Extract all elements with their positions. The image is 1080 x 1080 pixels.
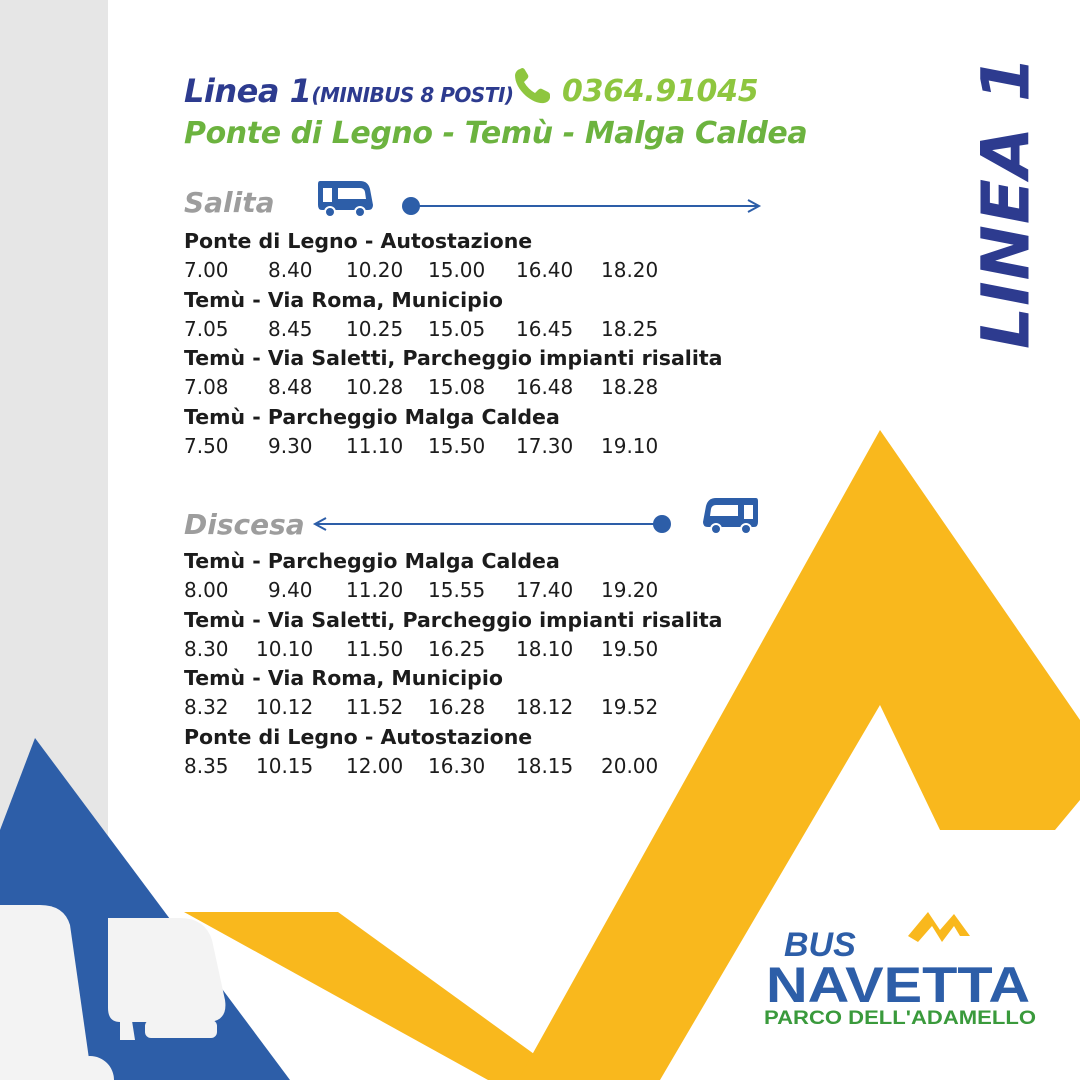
departure-time: 15.55 [428, 578, 486, 602]
departure-time: 8.48 [268, 375, 313, 399]
departure-time: 16.40 [516, 258, 574, 282]
departure-time: 19.20 [601, 578, 659, 602]
departure-time: 8.00 [184, 578, 229, 602]
departure-time: 19.52 [601, 695, 659, 719]
line-name: Linea 1 [184, 72, 312, 110]
departure-time: 19.10 [601, 433, 659, 458]
departure-time: 16.30 [428, 753, 486, 778]
departure-time: 10.25 [346, 316, 404, 341]
times-row [184, 637, 744, 667]
times-row [184, 317, 744, 347]
bus-icon [316, 179, 374, 219]
departure-time: 16.48 [516, 375, 574, 399]
salita-label: Salita [184, 186, 275, 219]
times-row [184, 578, 744, 608]
departure-time: 18.20 [601, 258, 659, 282]
departure-time: 7.05 [184, 316, 229, 341]
logo-line2: NAVETTA [766, 957, 1030, 1013]
discesa-label: Discesa [184, 508, 305, 541]
departure-time: 11.52 [346, 695, 404, 719]
times-row [184, 375, 744, 405]
departure-time: 8.45 [268, 316, 313, 341]
times-row [184, 754, 744, 784]
bus-icon [702, 496, 760, 536]
departure-time: 16.25 [428, 636, 486, 661]
discesa-timetable [184, 549, 744, 783]
times-row [184, 434, 744, 464]
salita-timetable [184, 229, 744, 463]
logo-line3: PARCO DELL'ADAMELLO [764, 1008, 1036, 1029]
departure-time: 7.08 [184, 375, 229, 399]
side-title-text: LINEA 1 [967, 55, 1045, 349]
departure-time: 15.05 [428, 316, 486, 341]
departure-time: 10.20 [346, 258, 404, 282]
departure-time: 20.00 [601, 753, 659, 778]
departure-time: 17.30 [516, 433, 574, 458]
stop-name: Temù - Via Roma, Municipio [184, 287, 503, 312]
stop-name: Temù - Parcheggio Malga Caldea [184, 549, 560, 573]
logo-line1: BUS [784, 926, 856, 964]
salita-arrow [400, 195, 765, 217]
route-title: Ponte di Legno - Temù - Malga Caldea [184, 116, 808, 151]
discesa-arrow [310, 513, 675, 535]
stop-name: Ponte di Legno - Autostazione [184, 724, 533, 749]
times-row [184, 695, 744, 725]
stop-name: Temù - Via Roma, Municipio [184, 666, 503, 690]
bus-navetta-logo [760, 908, 1050, 1032]
departure-time: 18.25 [601, 316, 659, 341]
departure-time: 8.40 [268, 258, 313, 282]
departure-time: 17.40 [516, 578, 574, 602]
stop-name: Temù - Via Saletti, Parcheggio impianti risalita [184, 607, 723, 632]
departure-time: 9.30 [268, 433, 313, 458]
departure-time: 15.50 [428, 433, 486, 458]
departure-time: 8.32 [184, 695, 229, 719]
departure-time: 15.00 [428, 258, 486, 282]
departure-time: 18.15 [516, 753, 574, 778]
departure-time: 7.00 [184, 258, 229, 282]
departure-time: 7.50 [184, 433, 229, 458]
vehicle-type: (MINIBUS 8 POSTI) [311, 83, 514, 107]
phone-number[interactable]: 0364.91045 [562, 74, 759, 109]
departure-time: 15.08 [428, 375, 486, 399]
stop-name: Ponte di Legno - Autostazione [184, 229, 533, 253]
departure-time: 18.10 [516, 636, 574, 661]
departure-time: 16.45 [516, 316, 574, 341]
phone-icon [512, 66, 552, 106]
departure-time: 10.28 [346, 375, 404, 399]
departure-time: 10.15 [256, 753, 314, 778]
departure-time: 11.50 [346, 636, 404, 661]
departure-time: 12.00 [346, 753, 404, 778]
departure-time: 18.28 [601, 375, 659, 399]
times-row [184, 258, 744, 288]
departure-time: 19.50 [601, 636, 659, 661]
departure-time: 10.10 [256, 636, 314, 661]
departure-time: 16.28 [428, 695, 486, 719]
line-title [184, 72, 514, 110]
stop-name: Temù - Parcheggio Malga Caldea [184, 404, 560, 429]
departure-time: 9.40 [268, 578, 313, 602]
departure-time: 11.20 [346, 578, 404, 602]
departure-time: 11.10 [346, 433, 404, 458]
departure-time: 18.12 [516, 695, 574, 719]
departure-time: 10.12 [256, 695, 314, 719]
stop-name: Temù - Via Saletti, Parcheggio impianti risalita [184, 346, 723, 370]
departure-time: 8.30 [184, 636, 229, 661]
departure-time: 8.35 [184, 753, 229, 778]
